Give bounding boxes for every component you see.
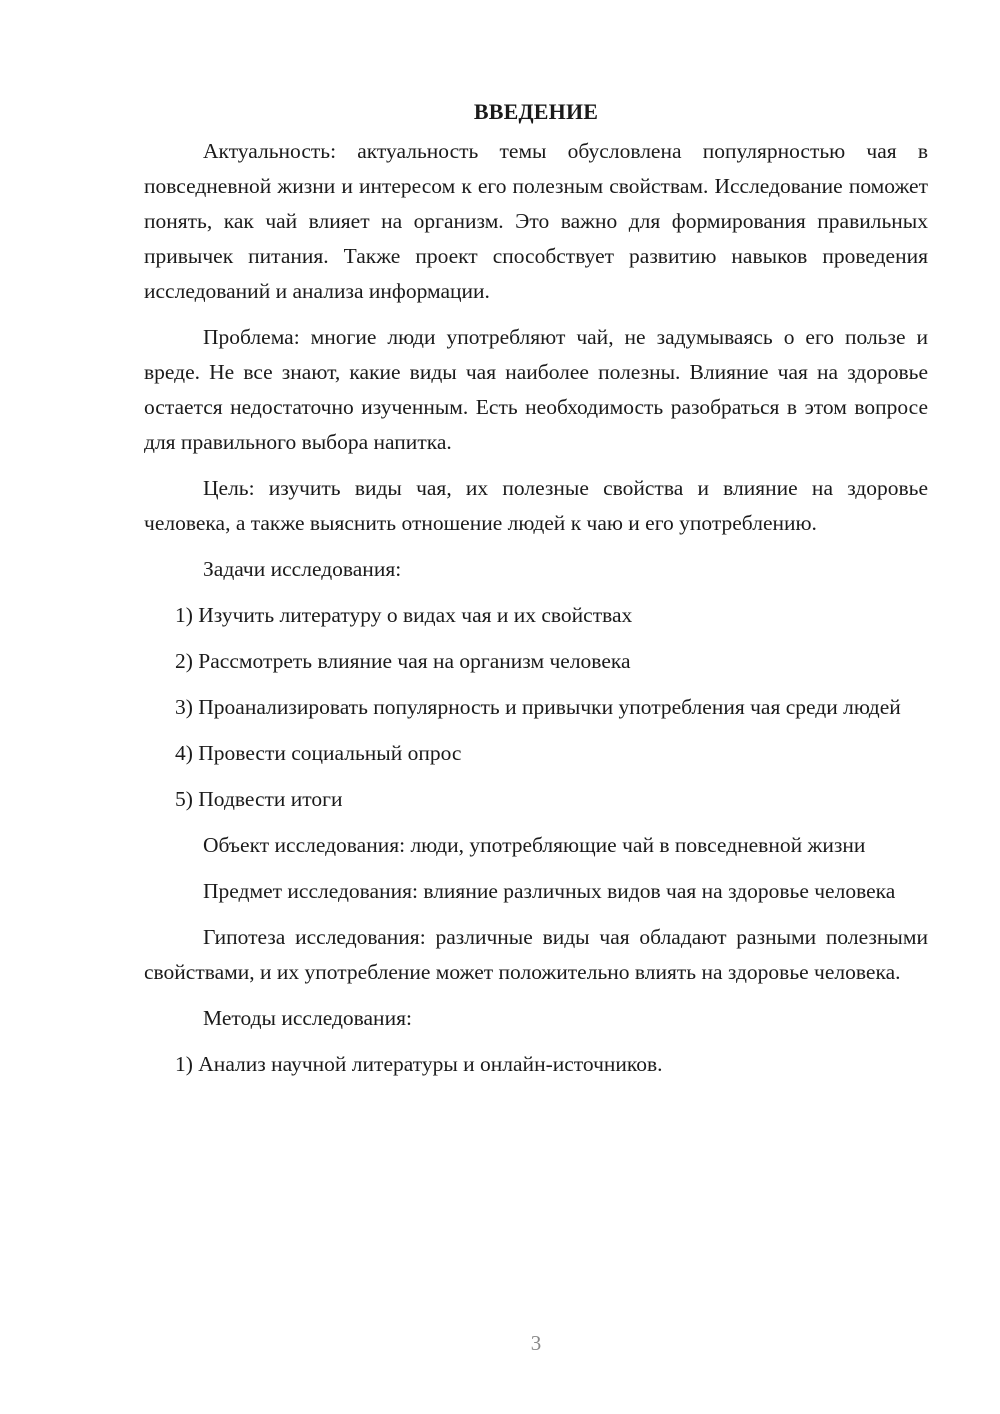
subject-paragraph: Предмет исследования: влияние различных видов чая на здоровье человека [203, 879, 896, 903]
relevance-paragraph: Актуальность: актуальность темы обусловлена популярностью чая в повседневной жизни и интересом к его полезным свойствам. Исследование поможет понять, как чай влияет на организм. Это важно для формирования правильных привычек питания. Также проект способствует развитию навыков проведения исследований и анализа информации. [144, 139, 928, 303]
goal-paragraph: Цель: изучить виды чая, их полезные свойства и влияние на здоровье человека, а также выяснить отношение людей к чаю и его употреблению. [144, 476, 928, 535]
object-paragraph: Объект исследования: люди, употребляющие чай в повседневной жизни [203, 833, 866, 857]
task-item: 1) Изучить литературу о видах чая и их свойствах [175, 603, 633, 627]
method-item: 1) Анализ научной литературы и онлайн-источников. [175, 1052, 663, 1076]
methods-title: Методы исследования: [203, 1006, 412, 1030]
hypothesis-paragraph: Гипотеза исследования: различные виды чая обладают разными полезными свойствами, и их употребление может положительно влиять на здоровье человека. [144, 925, 928, 984]
task-item: 4) Провести социальный опрос [175, 741, 462, 765]
page-number: 3 [530, 1331, 542, 1355]
task-item: 3) Проанализировать популярность и привычки употребления чая среди людей [175, 695, 901, 719]
tasks-title: Задачи исследования: [203, 557, 402, 581]
task-item: 5) Подвести итоги [175, 787, 343, 811]
task-item: 2) Рассмотреть влияние чая на организм человека [175, 649, 631, 673]
page-title: ВВЕДЕНИЕ [473, 99, 599, 124]
problem-paragraph: Проблема: многие люди употребляют чай, не задумываясь о его пользе и вреде. Не все знают, какие виды чая наиболее полезны. Влияние чая на здоровье остается недостаточно изученным. Есть необходимость разобраться в этом вопросе для правильного выбора напитка. [144, 325, 928, 454]
page-content [144, 94, 928, 1093]
